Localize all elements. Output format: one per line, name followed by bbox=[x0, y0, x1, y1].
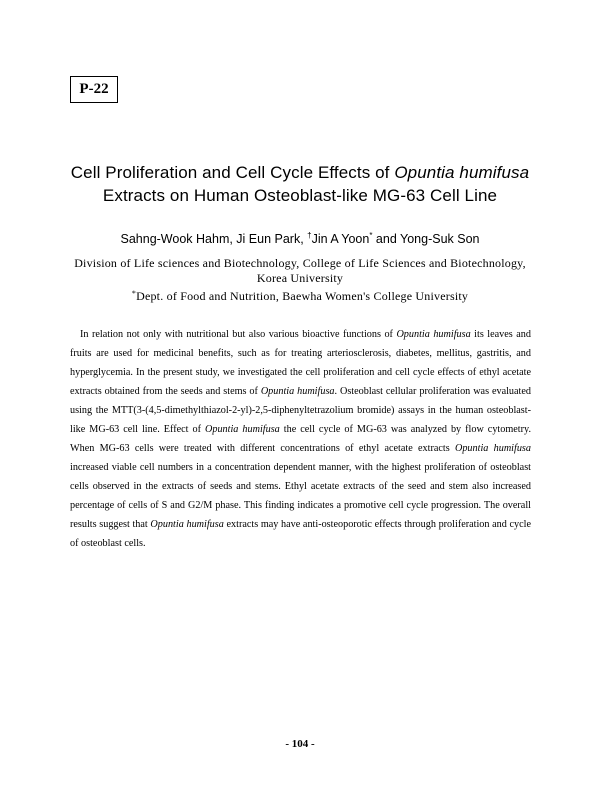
author-list bbox=[30, 231, 570, 246]
abstract-species3: Opuntia humifusa bbox=[205, 424, 280, 435]
abstract-seg5: increased viable cell numbers in a concentration dependent manner, with the highest proliferation of osteoblast cells observed in the extracts of seeds and stems. Ethyl acetate extracts of the seed and stem also increased percentage of cells of S and G2/M phase. This finding indicates a promotive cell cycle progression. The overall results suggest that bbox=[70, 462, 531, 530]
authors-part2: Jin A Yoon bbox=[311, 232, 370, 246]
authors-part1: Sahng-Wook Hahm, Ji Eun Park, bbox=[120, 232, 308, 246]
title-part1: Cell Proliferation and Cell Cycle Effects of bbox=[70, 163, 395, 182]
abstract-seg3: . Osteoblast cellular proliferation was evaluated using the MTT(3-(4,5-dimethylthiazol-2-yl)-2,5-diphenyltetrazolium bromide) assays in the human osteoblast-like MG-63 cell line. Effect of bbox=[70, 386, 531, 435]
page-number: - 104 - bbox=[285, 738, 315, 750]
paper-title bbox=[30, 161, 570, 207]
affiliation-line3: Dept. of Food and Nutrition, Baewha Women's College University bbox=[136, 289, 469, 303]
affiliation-line2: Korea University bbox=[256, 271, 344, 285]
title-line2: Extracts on Human Osteoblast-like MG-63 Cell Line bbox=[102, 186, 498, 205]
title-species: Opuntia humifusa bbox=[394, 163, 530, 182]
abstract-species2: Opuntia humifusa bbox=[260, 386, 335, 397]
author-mark-dagger: † bbox=[307, 231, 312, 240]
abstract-text bbox=[70, 325, 531, 553]
abstract-species1: Opuntia humifusa bbox=[396, 329, 471, 340]
poster-code bbox=[70, 76, 118, 103]
affiliation-line1: Division of Life sciences and Biotechnology, College of Life Sciences and Biotechnology, bbox=[74, 256, 526, 270]
abstract-species4: Opuntia humifusa bbox=[454, 443, 531, 454]
affiliations bbox=[30, 256, 570, 304]
abstract-seg6: extracts may have anti-osteoporotic effects through proliferation and cycle of osteoblast cells. bbox=[70, 519, 532, 549]
authors-part3: and Yong-Suk Son bbox=[372, 232, 480, 246]
affiliation-mark: * bbox=[131, 289, 137, 298]
abstract-seg1: In relation not only with nutritional but also various bioactive functions of bbox=[80, 329, 397, 340]
author-mark-star: * bbox=[369, 231, 373, 240]
affiliation-line3-wrap bbox=[30, 286, 570, 304]
abstract-seg2: its leaves and fruits are used for medicinal benefits, such as for treating arteriosclerosis, diabetes, mellitus, gastritis, and hyperglycemia. In the present study, we investigated the cell proliferation and cell cycle effects of ethyl acetate extracts obtained from the seeds and stems of bbox=[70, 329, 531, 397]
poster-code-text: P-22 bbox=[79, 81, 109, 97]
abstract-species5: Opuntia humifusa bbox=[150, 519, 224, 530]
abstract-seg4: the cell cycle of MG-63 was analyzed by flow cytometry. When MG-63 cells were treated with different concentrations of ethyl acetate extracts bbox=[70, 424, 531, 454]
